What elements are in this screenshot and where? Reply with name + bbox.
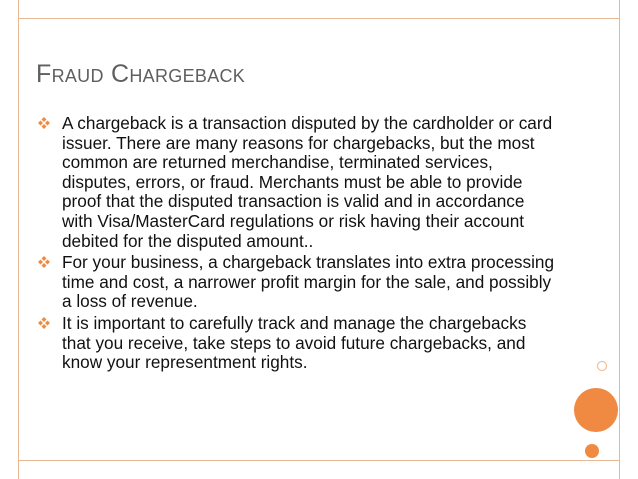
frame-line-right (619, 0, 620, 479)
bullet-list (38, 114, 558, 375)
decor-circle-large (574, 388, 618, 432)
decor-circle-small-outline (597, 361, 607, 371)
slide-title: Fraud Chargeback (36, 60, 246, 88)
bullet-item (38, 253, 558, 312)
quad-diamond-icon (38, 317, 50, 329)
bullet-item (38, 114, 558, 251)
quad-diamond-icon (38, 256, 50, 268)
frame-line-bottom (18, 460, 620, 461)
frame-line-left (18, 0, 19, 479)
bullet-text: For your business, a chargeback translates into extra processing time and cost, a narrower profit margin for the sale, and possibly a loss of revenue. (62, 252, 555, 312)
bullet-text: It is important to carefully track and manage the chargebacks that you receive, take steps to avoid future chargebacks, and know your representment rights. (62, 312, 527, 373)
bullet-text: A chargeback is a transaction disputed by the cardholder or card issuer. There are many reasons for chargebacks, but the most common are returned merchandise, terminated services, disputes, errors, or fraud. Merchants must be able to provide proof that the disputed transaction is valid and in accordance with Visa/MasterCard regulations or risk having their account debited for the disputed amount.. (62, 113, 553, 251)
frame-line-top (18, 18, 620, 19)
decor-circle-small (585, 444, 599, 458)
quad-diamond-icon (38, 117, 50, 129)
bullet-item (38, 314, 558, 373)
